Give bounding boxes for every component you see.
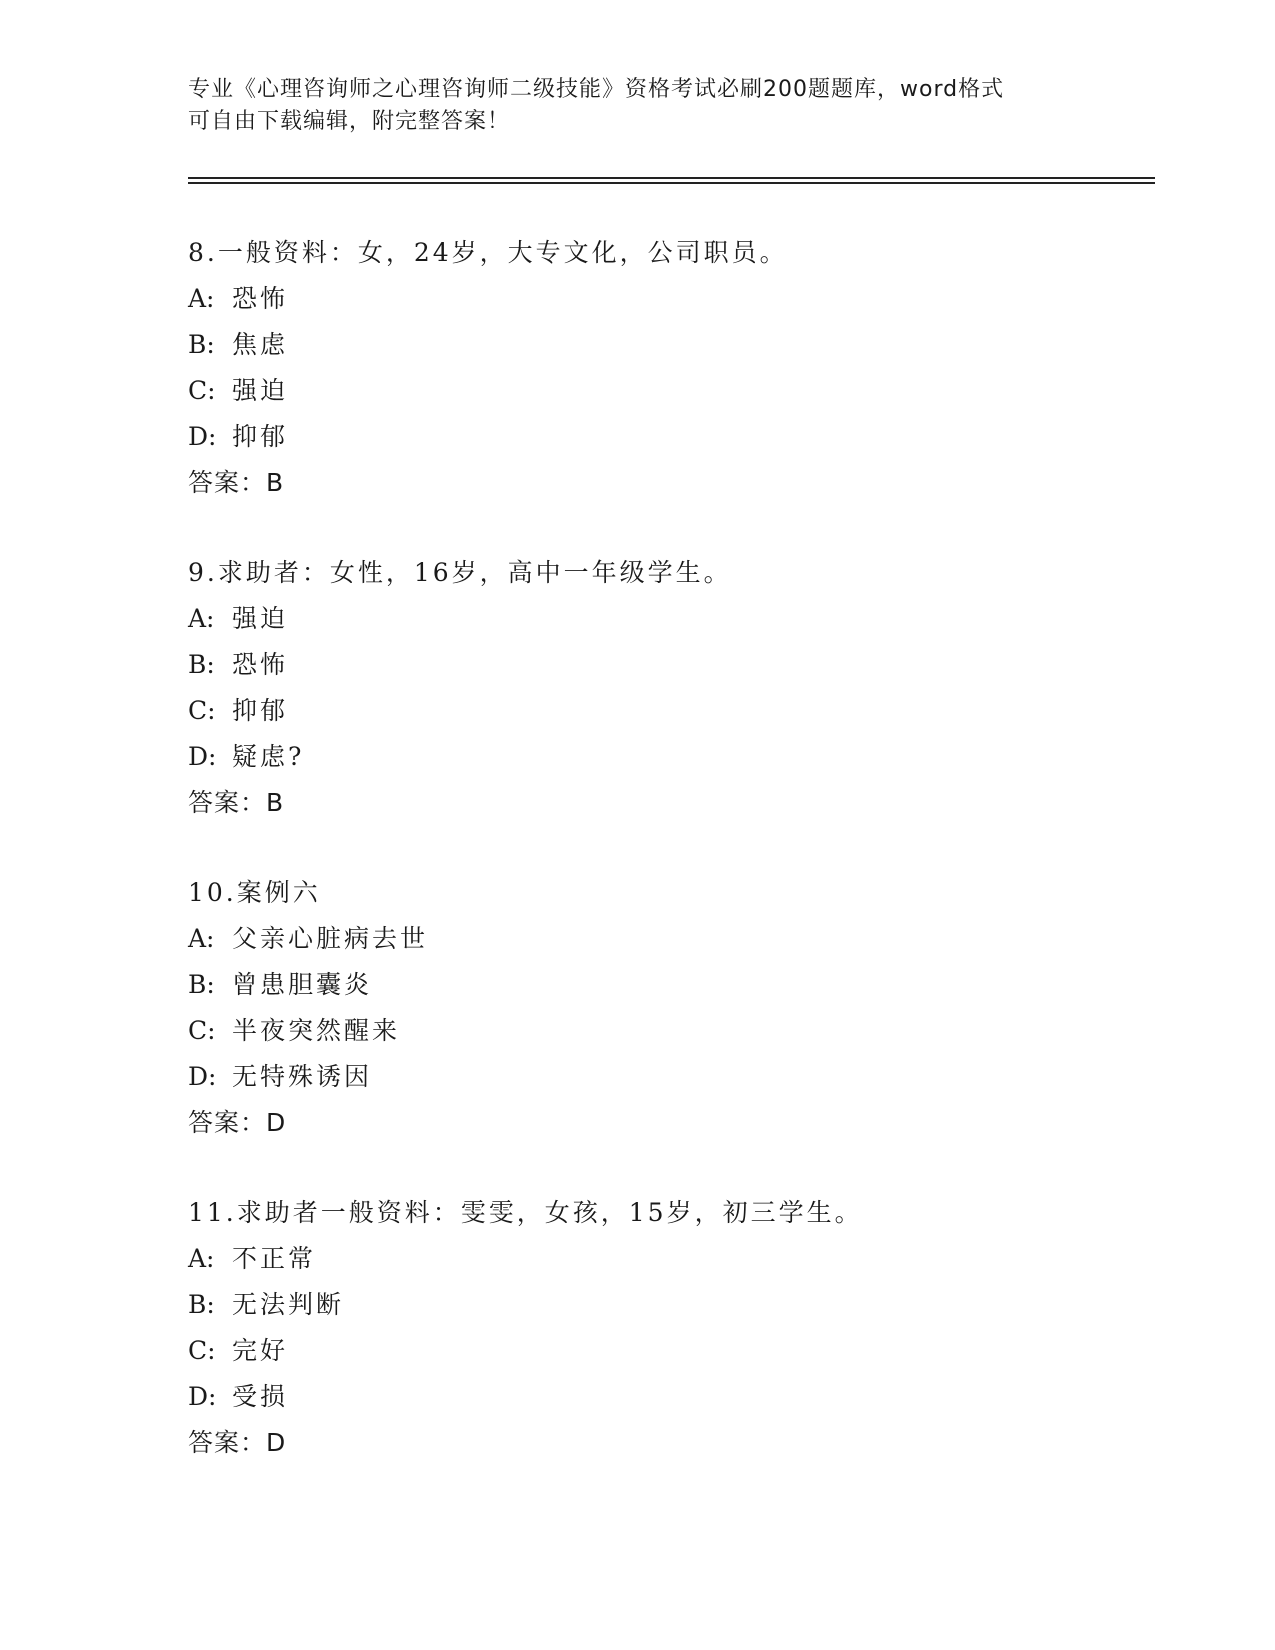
- option-a: [188, 1236, 1138, 1282]
- header-line-2: 可自由下载编辑，附完整答案！: [188, 109, 511, 134]
- header-divider-top: [188, 177, 1155, 179]
- option-text: 疑虑?: [232, 742, 305, 771]
- answer-line: 答案：D: [188, 1428, 287, 1457]
- option-label: A:: [188, 1244, 215, 1273]
- option-text: 受损: [232, 1382, 289, 1411]
- option-b: [188, 322, 1138, 368]
- option-a: [188, 276, 1138, 322]
- option-text: 强迫: [232, 604, 289, 633]
- option-label: D:: [188, 422, 217, 451]
- option-label: C:: [188, 1336, 216, 1365]
- question-stem: 10.案例六: [188, 878, 321, 907]
- option-label: B:: [188, 970, 215, 999]
- option-a: [188, 916, 1138, 962]
- question-stem: 11.求助者一般资料：雯雯，女孩，15岁，初三学生。: [188, 1198, 863, 1227]
- header-line-1: 专业《心理咨询师之心理咨询师二级技能》资格考试必刷200题题库，word格式: [188, 77, 1005, 102]
- option-b: [188, 642, 1138, 688]
- option-d: [188, 1374, 1138, 1420]
- option-text: 曾患胆囊炎: [232, 970, 373, 999]
- question-block: [188, 870, 1138, 1146]
- option-a: [188, 596, 1138, 642]
- option-label: D:: [188, 1062, 217, 1091]
- option-text: 抑郁: [232, 422, 289, 451]
- answer-line: 答案：D: [188, 1108, 287, 1137]
- option-c: [188, 688, 1138, 734]
- option-label: C:: [188, 1016, 216, 1045]
- option-label: A:: [188, 924, 215, 953]
- option-label: B:: [188, 330, 215, 359]
- option-label: A:: [188, 604, 215, 633]
- question-block: [188, 230, 1138, 506]
- option-text: 父亲心脏病去世: [232, 924, 429, 953]
- option-text: 强迫: [232, 376, 289, 405]
- option-d: [188, 1054, 1138, 1100]
- option-text: 恐怖: [232, 284, 289, 313]
- option-c: [188, 1008, 1138, 1054]
- option-text: 完好: [232, 1336, 289, 1365]
- option-d: [188, 414, 1138, 460]
- option-label: A:: [188, 284, 215, 313]
- option-label: B:: [188, 650, 215, 679]
- option-label: D:: [188, 1382, 217, 1411]
- option-text: 无特殊诱因: [232, 1062, 373, 1091]
- option-label: C:: [188, 376, 216, 405]
- header-divider-bottom: [188, 182, 1155, 184]
- answer-line: 答案：B: [188, 788, 285, 817]
- option-text: 无法判断: [232, 1290, 345, 1319]
- option-text: 半夜突然醒来: [232, 1016, 401, 1045]
- option-label: B:: [188, 1290, 215, 1319]
- question-stem: 9.求助者：女性，16岁，高中一年级学生。: [188, 558, 732, 587]
- option-c: [188, 1328, 1138, 1374]
- option-c: [188, 368, 1138, 414]
- question-block: [188, 1190, 1138, 1466]
- option-text: 不正常: [232, 1244, 317, 1273]
- option-b: [188, 1282, 1138, 1328]
- option-b: [188, 962, 1138, 1008]
- option-text: 恐怖: [232, 650, 289, 679]
- answer-line: 答案：B: [188, 468, 285, 497]
- question-stem: 8.一般资料：女，24岁，大专文化，公司职员。: [188, 238, 788, 267]
- option-label: D:: [188, 742, 217, 771]
- option-text: 抑郁: [232, 696, 289, 725]
- option-d: [188, 734, 1138, 780]
- option-text: 焦虑: [232, 330, 289, 359]
- option-label: C:: [188, 696, 216, 725]
- document-header: [188, 74, 1088, 138]
- question-block: [188, 550, 1138, 826]
